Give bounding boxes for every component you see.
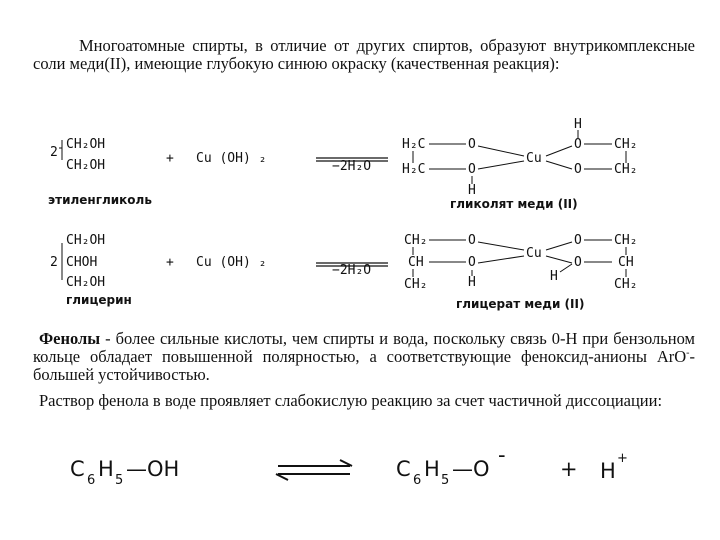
hydrogen-atom: H bbox=[550, 269, 558, 284]
reaction-row-glycerol bbox=[50, 233, 637, 311]
carbon-count: 6 bbox=[413, 473, 422, 488]
product-ch2-bottom: CH₂ bbox=[614, 162, 638, 177]
product-ch-middle: CH bbox=[618, 255, 634, 270]
product-name-copper-glycolate: гликолят меди (II) bbox=[450, 197, 578, 211]
product-ch2-top: CH₂ bbox=[404, 233, 428, 248]
phenols-term: Фенолы bbox=[39, 329, 101, 348]
reactant-formula-bottom: CH₂OH bbox=[66, 275, 106, 290]
reactant-coefficient: 2 bbox=[50, 255, 58, 270]
arrow-condition: −2H₂O bbox=[332, 263, 372, 278]
reagent-formula: Cu (OH) ₂ bbox=[196, 255, 267, 270]
carbon-symbol: C bbox=[396, 457, 411, 481]
phenol-solution-paragraph: Раствор фенола в воде проявляет слабокислую реакцию за счет частичной диссоциации: bbox=[39, 391, 663, 410]
phenoxide-group: —O bbox=[452, 457, 490, 481]
hydroxyl-group: —OH bbox=[126, 457, 180, 481]
phenols-text-tail: -большей устойчивостью. bbox=[33, 347, 695, 384]
reactant-formula-top: CH₂OH bbox=[66, 233, 106, 248]
reaction-row-ethylene-glycol bbox=[48, 118, 637, 211]
oxygen-atom: O bbox=[574, 255, 582, 270]
product-ch2-top: CH₂ bbox=[614, 233, 638, 248]
oxygen-atom: O bbox=[574, 162, 582, 177]
oxygen-atom: O bbox=[468, 233, 476, 248]
oxygen-atom: O bbox=[468, 137, 476, 152]
copper-atom: Cu bbox=[526, 151, 542, 166]
negative-charge: - bbox=[498, 443, 506, 467]
product-h2c-bottom: H₂C bbox=[402, 162, 426, 177]
carbon-count: 6 bbox=[87, 473, 96, 488]
reactant-formula-middle: CHOH bbox=[66, 255, 98, 270]
reactant-formula-bottom: CH₂OH bbox=[66, 158, 106, 173]
equilibrium-arrows bbox=[276, 460, 352, 480]
phenols-text: - более сильные кислоты, чем спирты и вода, поскольку связь 0-H при бензольном кольце обладает повышенной полярностью, а соответствующие феноксид-анионы ArO bbox=[33, 329, 695, 366]
plus-sign: + bbox=[166, 151, 174, 166]
product-ch-middle: CH bbox=[408, 255, 424, 270]
hydrogen-atom: H bbox=[574, 118, 582, 132]
carbon-symbol: C bbox=[70, 457, 85, 481]
phenol-dissociation-equation bbox=[60, 440, 680, 500]
oxygen-atom: O bbox=[468, 255, 476, 270]
reactant-formula-top: CH₂OH bbox=[66, 137, 106, 152]
oxygen-atom: O bbox=[574, 137, 582, 152]
proton-symbol: H bbox=[600, 459, 616, 483]
hydrogen-atom: H bbox=[468, 183, 476, 198]
hydrogen-symbol: H bbox=[98, 457, 114, 481]
reactant-coefficient: 2 bbox=[50, 145, 58, 160]
anion-charge: - bbox=[686, 347, 690, 359]
hydrogen-symbol: H bbox=[424, 457, 440, 481]
copper-atom: Cu bbox=[526, 246, 542, 261]
positive-charge: + bbox=[617, 451, 628, 466]
plus-sign: + bbox=[560, 457, 578, 481]
hydrogen-count: 5 bbox=[115, 473, 124, 488]
product-h2c-top: H₂C bbox=[402, 137, 426, 152]
intro-paragraph: Многоатомные спирты, в отличие от других спиртов, образуют внутрикомплексные соли меди(II), имеющие глубокую синюю окраску (качественная реакция): bbox=[33, 36, 695, 73]
reagent-formula: Cu (OH) ₂ bbox=[196, 151, 267, 166]
reactant-name-ethylene-glycol: этиленгликоль bbox=[48, 193, 152, 207]
hydrogen-count: 5 bbox=[441, 473, 450, 488]
phenols-paragraph bbox=[33, 330, 695, 384]
product-ch2-bottom: CH₂ bbox=[614, 277, 638, 292]
copper-complex-reaction-scheme bbox=[46, 118, 686, 318]
reactant-name-glycerol: глицерин bbox=[66, 293, 132, 307]
product-ch2-top: CH₂ bbox=[614, 137, 638, 152]
arrow-condition: −2H₂O bbox=[332, 159, 372, 174]
product-ch2-bottom: CH₂ bbox=[404, 277, 428, 292]
oxygen-atom: O bbox=[574, 233, 582, 248]
plus-sign: + bbox=[166, 255, 174, 270]
oxygen-atom: O bbox=[468, 162, 476, 177]
product-name-copper-glycerate: глицерат меди (II) bbox=[456, 297, 585, 311]
hydrogen-atom: H bbox=[468, 275, 476, 290]
